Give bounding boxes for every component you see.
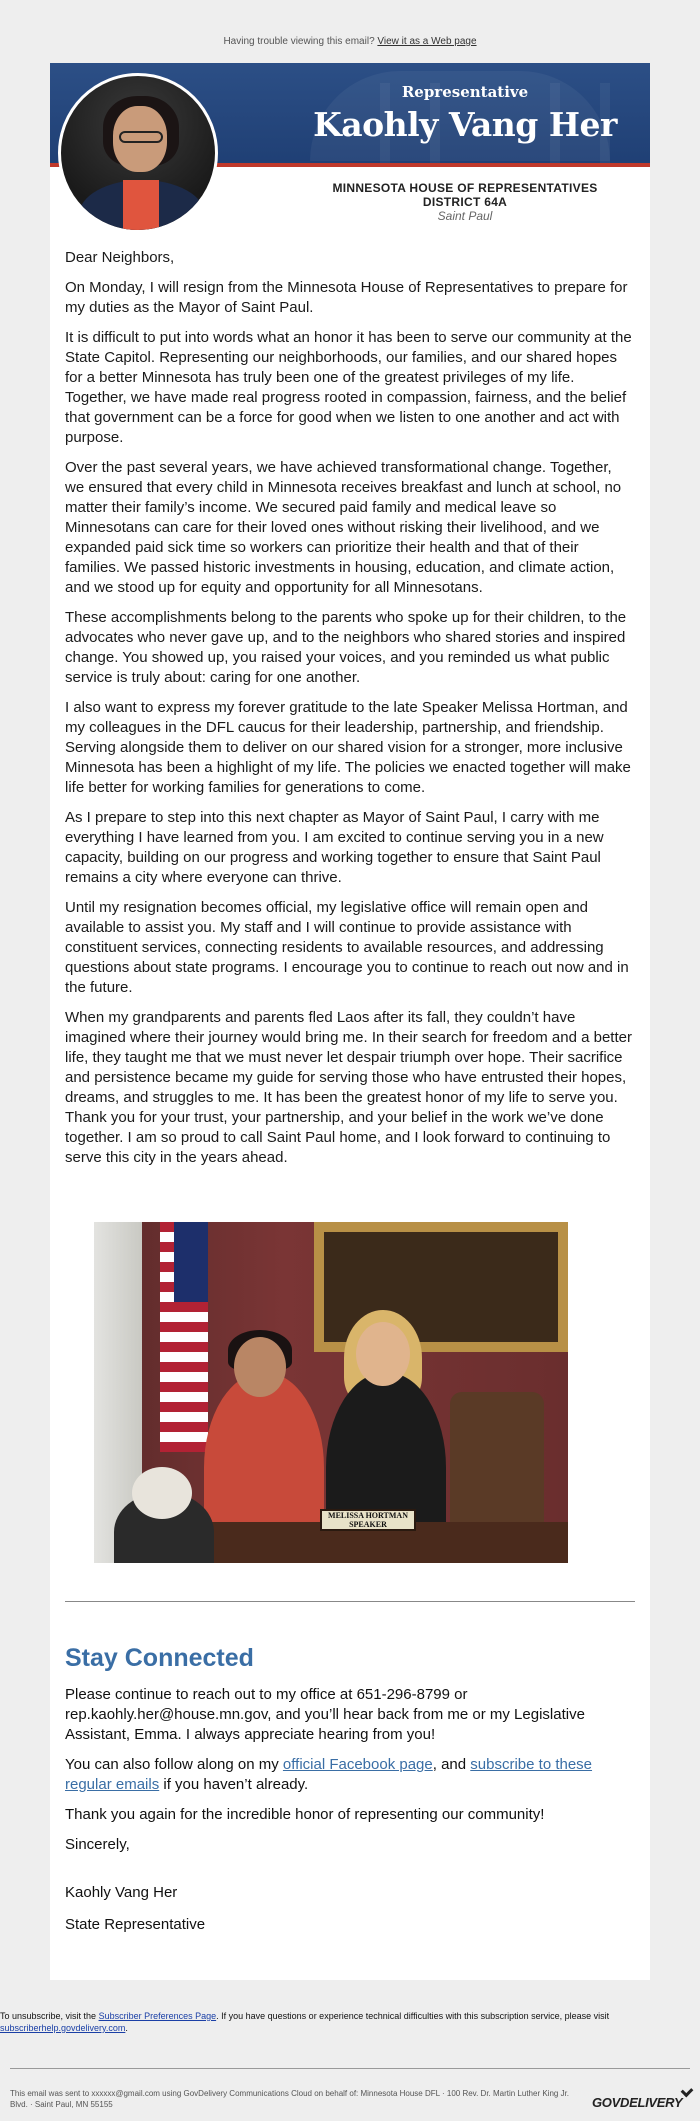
greeting: Dear Neighbors, xyxy=(65,249,175,266)
view-web-page-link[interactable]: View it as a Web page xyxy=(377,36,477,47)
letter-paragraph: When my grandparents and parents fled Laos after its fall, they couldn’t have imagined where their journey would bring me. In their search for freedom and a better life, they taught me that we must never let despair triumph over hope. Their sacrifice and persistence became my guide for serving those who have entrusted their hopes, dreams, and struggles to me. It has been the greatest honor of my life to serve you. Thank you for your trust, your partnership, and your belief in the work we’ve done together. I am so proud to call Saint Paul home, and I look forward to continuing to serve this city in the years ahead. xyxy=(65,1009,632,1166)
subscriber-preferences-link[interactable]: Subscriber Preferences Page xyxy=(98,2011,217,2021)
letter-paragraph: I also want to express my forever gratitude to the late Speaker Melissa Hortman, and my colleagues in the DFL caucus for their leadership, partnership, and friendship. Serving alongside them to deliver on our shared vision for a stronger, more inclusive Minnesota has been a highlight of my life. The policies we enacted together will make life better for working families for generations to come. xyxy=(65,699,631,796)
letter-paragraph: These accomplishments belong to the parents who spoke up for their children, to the advocates who never gave up, and to the neighbors who shared stories and inspired change. You showed up, you raised your voices, and you reminded us what public service is truly about: caring for one another. xyxy=(65,609,627,686)
letter-paragraph: Until my resignation becomes official, my legislative office will remain open and available to assist you. My staff and I will continue to provide assistance with constituent services, connecting residents to available resources, and addressing questions about state programs. I encourage you to continue to reach out now and in the future. xyxy=(65,899,629,996)
follow-paragraph: You can also follow along on my official Facebook page, and subscribe to these regular emails if you haven’t already. xyxy=(65,1756,593,1793)
section-divider xyxy=(65,1601,635,1602)
checkmark-icon xyxy=(681,2085,694,2098)
closing: Sincerely, xyxy=(65,1836,130,1853)
speaker-chair xyxy=(450,1392,544,1522)
unsubscribe-notice: To unsubscribe, visit the Subscriber Preferences Page. If you have questions or experience technical difficulties with this subscription service, please visit subscriberhelp.govdelivery.com. xyxy=(0,2011,610,2033)
district-name: DISTRICT 64A xyxy=(422,195,508,209)
letter-paragraph: It is difficult to put into words what an honor it has been to serve our community at the State Capitol. Representing our neighborhoods, our families, and our shared hopes for a better Minnesota has truly been one of the greatest privileges of my life. Together, we have made real progress rooted in compassion, fairness, and the belief that government can be a force for good when we listen to one another and act with purpose. xyxy=(65,329,632,446)
letter-body xyxy=(65,248,635,1178)
nameplate-name: MELISSA HORTMAN xyxy=(328,1511,408,1520)
representative-portrait xyxy=(58,73,218,233)
district-info xyxy=(280,181,650,223)
letter-paragraph: As I prepare to step into this next chapter as Mayor of Saint Paul, I carry with me everything I have learned from you. I am excited to continue serving you in a new capacity, building on our progress and working together to ensure that Saint Paul remains a city where everyone can thrive. xyxy=(65,809,604,886)
nameplate-title: SPEAKER xyxy=(349,1520,387,1529)
facebook-page-link[interactable]: official Facebook page xyxy=(282,1756,433,1773)
stay-connected-section xyxy=(65,1643,635,1865)
signature-name: Kaohly Vang Her xyxy=(65,1884,178,1901)
signature-title: State Representative xyxy=(65,1916,206,1933)
chamber-name: MINNESOTA HOUSE OF REPRESENTATIVES xyxy=(332,181,598,195)
house-chamber-photo xyxy=(94,1222,568,1563)
thanks-paragraph: Thank you again for the incredible honor of representing our community! xyxy=(65,1806,545,1823)
subscribe-emails-link[interactable]: subscribe to these regular emails xyxy=(65,1756,593,1793)
govdelivery-logo[interactable]: GOVDELIVERY xyxy=(592,2095,682,2110)
banner-title-small: Representative xyxy=(401,83,529,101)
speaker-nameplate xyxy=(320,1509,416,1531)
letter-paragraph: On Monday, I will resign from the Minnesota House of Representatives to prepare for my duties as the Mayor of Saint Paul. xyxy=(65,279,628,316)
subscriber-help-link[interactable]: subscriberhelp.govdelivery.com xyxy=(0,2023,126,2033)
footer-text: This email was sent to xxxxxx@gmail.com using GovDelivery Communications Cloud on behalf of: Minnesota House DFL · 100 Rev. Dr. Martin Luther King Jr. Blvd. · Saint Paul, MN 55155 xyxy=(10,2089,570,2109)
preheader xyxy=(0,0,700,63)
email-card xyxy=(50,63,650,1980)
contact-paragraph: Please continue to reach out to my office at 651-296-8799 or rep.kaohly.her@house.mn.gov, and you’ll hear back from me or my Legislative Assistant, Emma. I always appreciate hearing from you! xyxy=(65,1686,585,1743)
signature-block xyxy=(65,1883,635,1947)
preheader-text: Having trouble viewing this email? xyxy=(223,36,378,47)
city-name: Saint Paul xyxy=(437,209,493,223)
stay-connected-heading: Stay Connected xyxy=(65,1644,254,1672)
letter-paragraph: Over the past several years, we have achieved transformational change. Together, we ensured that every child in Minnesota receives breakfast and lunch at school, no matter their family’s income. We secured paid family and medical leave so Minnesotans can care for their loved ones without risking their livelihood, and we expanded paid sick time so workers can prioritize their health and that of their families. We passed historic investments in housing, education, and climate action, and we stood up for equity and opportunity for all Minnesotans. xyxy=(65,459,622,596)
footer-divider xyxy=(10,2068,690,2069)
banner-title-name: Kaohly Vang Her xyxy=(313,105,617,144)
